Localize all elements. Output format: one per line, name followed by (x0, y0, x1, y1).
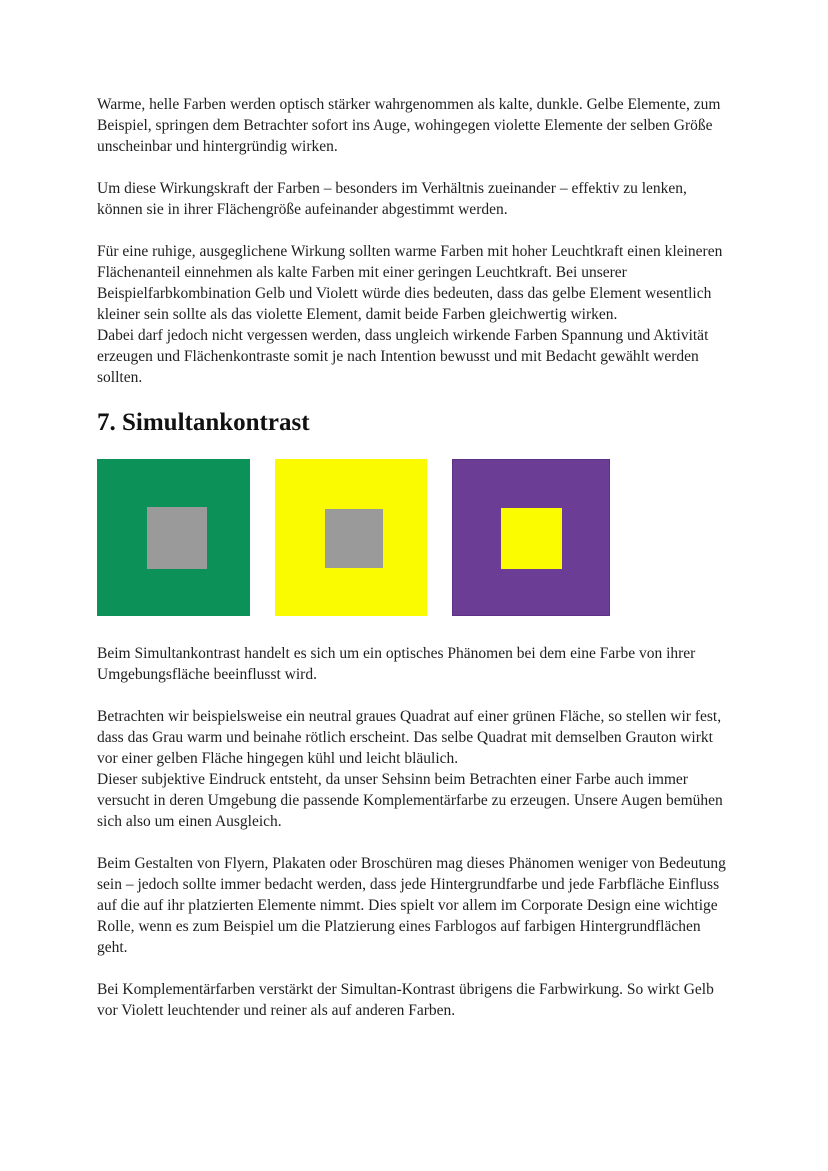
section-heading: 7. Simultankontrast (97, 409, 310, 436)
yellow-color-field (275, 459, 427, 616)
paragraph: Um diese Wirkungskraft der Farben – besonders im Verhältnis zueinander – effektiv zu lenken, können sie in ihrer Flächengröße aufeinander abgestimmt werden. (97, 180, 687, 218)
paragraph: Betrachten wir beispielsweise ein neutral graues Quadrat auf einer grünen Fläche, so stellen wir fest, dass das Grau warm und beinahe rötlich erscheint. Das selbe Quadrat mit demselben Grauton wirkt vor einer gelben Fläche hingegen kühl und leicht bläulich. (97, 708, 722, 767)
paragraph: Beim Gestalten von Flyern, Plakaten oder Broschüren mag dieses Phänomen weniger von Bedeutung sein – jedoch sollte immer bedacht werden, dass jede Hintergrundfarbe und jede Farbfläche Einfluss auf die auf ihr platzierten Elemente nimmt. Dies spielt vor allem im Corporate Design eine wichtige Rolle, wenn es zum Beispiel um die Platzierung eines Farblogos auf farbigen Hintergrundflächen geht. (97, 855, 726, 956)
green-color-field (97, 459, 250, 616)
gray-inner-square (325, 509, 383, 568)
paragraph: Dabei darf jedoch nicht vergessen werden, dass ungleich wirkende Farben Spannung und Aktivität erzeugen und Flächenkontraste somit je nach Intention bewusst und mit Bedacht gewählt werden sollten. (97, 327, 709, 386)
paragraph: Beim Simultankontrast handelt es sich um ein optisches Phänomen bei dem eine Farbe von ihrer Umgebungsfläche beeinflusst wird. (97, 645, 696, 683)
yellow-inner-square (501, 508, 562, 569)
simultaneous-contrast-figure (97, 459, 730, 616)
gray-inner-square (147, 507, 207, 569)
purple-color-field (452, 459, 610, 616)
paragraph: Bei Komplementärfarben verstärkt der Simultan-Kontrast übrigens die Farbwirkung. So wirkt Gelb vor Violett leuchtender und reiner als auf anderen Farben. (97, 981, 714, 1019)
paragraph: Für eine ruhige, ausgeglichene Wirkung sollten warme Farben mit hoher Leuchtkraft einen kleineren Flächenanteil einnehmen als kalte Farben mit einer geringen Leuchtkraft. Bei unserer Beispielfarbkombination Gelb und Violett würde dies bedeuten, dass das gelbe Element wesentlich kleiner sein sollte als das violette Element, damit beide Farben gleichwertig wirken. (97, 243, 723, 323)
paragraph: Warme, helle Farben werden optisch stärker wahrgenommen als kalte, dunkle. Gelbe Elemente, zum Beispiel, springen dem Betrachter sofort ins Auge, wohingegen violette Elemente der selben Größe unscheinbar und hintergründig wirken. (97, 96, 721, 155)
paragraph: Dieser subjektive Eindruck entsteht, da unser Sehsinn beim Betrachten einer Farbe auch immer versucht in deren Umgebung die passende Komplementärfarbe zu erzeugen. Unsere Augen bemühen sich also um einen Ausgleich. (97, 771, 723, 830)
